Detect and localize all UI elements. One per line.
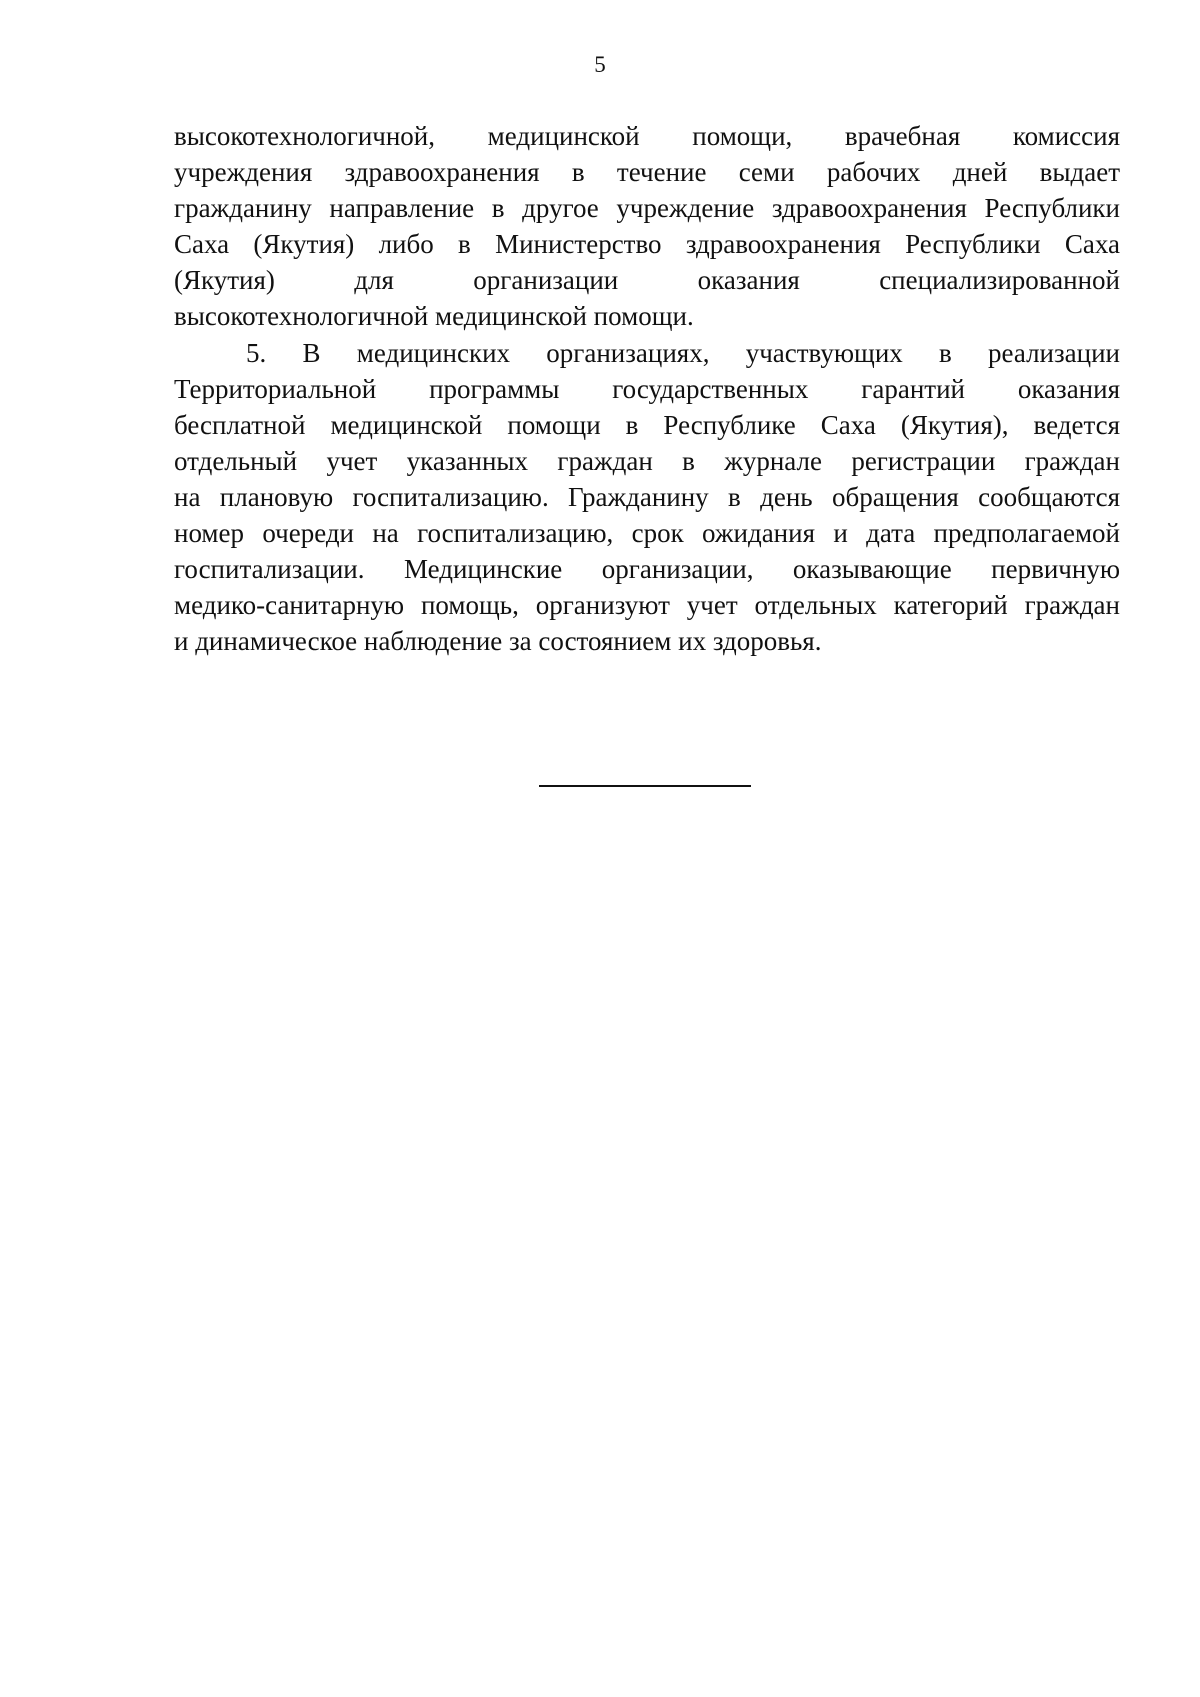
paragraph-line: на плановую госпитализацию. Гражданину в день обращения сообщаются <box>174 482 1120 512</box>
paragraph-line: Территориальной программы государственных гарантий оказания <box>174 374 1120 404</box>
paragraph-line: госпитализации. Медицинские организации, оказывающие первичную <box>174 554 1120 584</box>
paragraph-line: (Якутия) для организации оказания специализированной <box>174 265 1120 295</box>
paragraph-line: 5. В медицинских организациях, участвующих в реализации <box>246 338 1120 368</box>
paragraph-line: отдельный учет указанных граждан в журнале регистрации граждан <box>174 446 1120 476</box>
paragraph-line: медико-санитарную помощь, организуют учет отдельных категорий граждан <box>174 590 1120 620</box>
paragraph-line: номер очереди на госпитализацию, срок ожидания и дата предполагаемой <box>174 518 1120 548</box>
paragraph-line: учреждения здравоохранения в течение семи рабочих дней выдает <box>174 157 1120 187</box>
page-number: 5 <box>594 52 606 77</box>
paragraph-line: бесплатной медицинской помощи в Республике Саха (Якутия), ведется <box>174 410 1120 440</box>
paragraph-line: и динамическое наблюдение за состоянием их здоровья. <box>174 626 822 656</box>
end-separator-line <box>539 785 751 787</box>
paragraph-line: гражданину направление в другое учреждение здравоохранения Республики <box>174 193 1120 223</box>
paragraph-line: Саха (Якутия) либо в Министерство здравоохранения Республики Саха <box>174 229 1120 259</box>
paragraph-line: высокотехнологичной, медицинской помощи, врачебная комиссия <box>174 121 1120 151</box>
paragraph-line: высокотехнологичной медицинской помощи. <box>174 301 694 331</box>
